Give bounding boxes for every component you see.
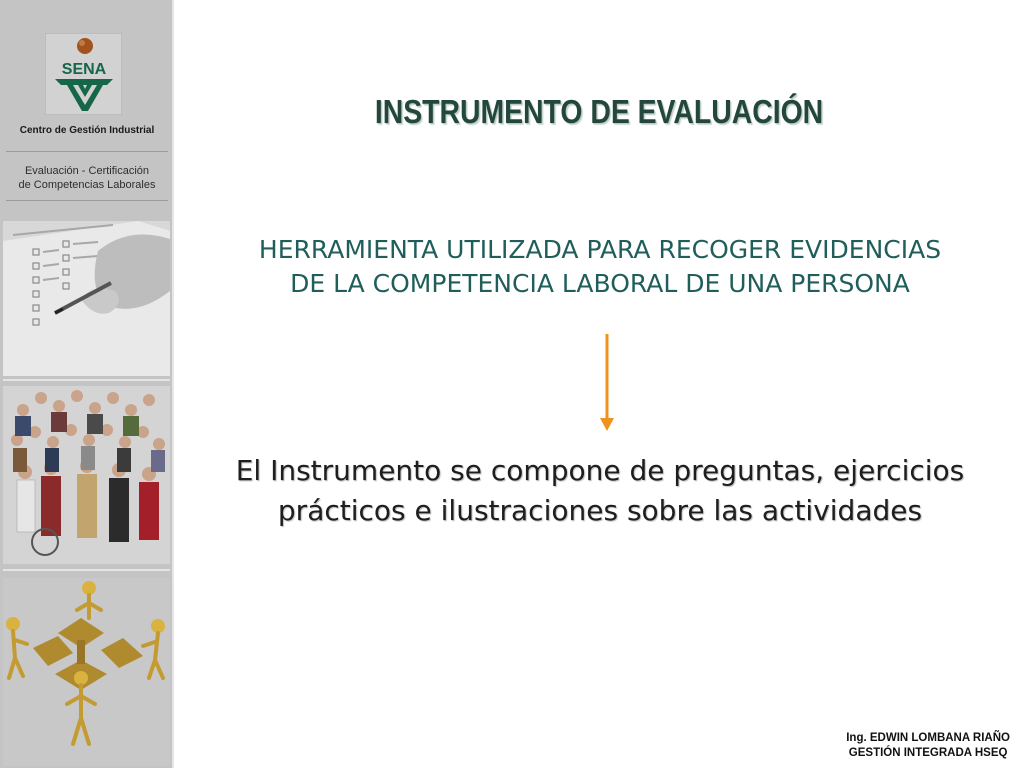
definition-line-1: HERRAMIENTA UTILIZADA PARA RECOGER EVIDENCIAS: [258, 235, 942, 264]
composition-line-2: prácticos e ilustraciones sobre las actividades: [277, 494, 923, 527]
sidebar: [0, 0, 174, 768]
panel-separator: [3, 379, 170, 381]
sidebar-edge: [172, 0, 174, 768]
author-name: Ing. EDWIN LOMBANA RIAÑO: [846, 732, 1010, 744]
sena-logo: [45, 33, 122, 115]
panel-separator: [3, 569, 170, 571]
program-line-2: de Competencias Laborales: [18, 179, 156, 191]
org-name: Centro de Gestión Industrial: [19, 125, 155, 136]
logo-wordmark: SENA: [61, 61, 107, 78]
form-filling-image: [3, 221, 170, 376]
author-credit: [846, 731, 1010, 761]
definition-line-2: DE LA COMPETENCIA LABORAL DE UNA PERSONA: [290, 269, 910, 298]
definition-text: [190, 233, 1010, 301]
slide-title: INSTRUMENTO DE EVALUACIÓN: [374, 93, 824, 130]
teamwork-figures-image: [3, 578, 170, 766]
arrow-down-icon: [596, 334, 618, 432]
sidebar-divider: [6, 200, 168, 201]
composition-line-1: El Instrumento se compone de preguntas, ejercicios: [235, 454, 965, 487]
composition-text: [190, 451, 1010, 531]
program-line-1: Evaluación - Certificación: [24, 165, 150, 177]
sidebar-divider: [6, 151, 168, 152]
workers-group-image: [3, 386, 170, 564]
author-role: GESTIÓN INTEGRADA HSEQ: [848, 747, 1008, 759]
